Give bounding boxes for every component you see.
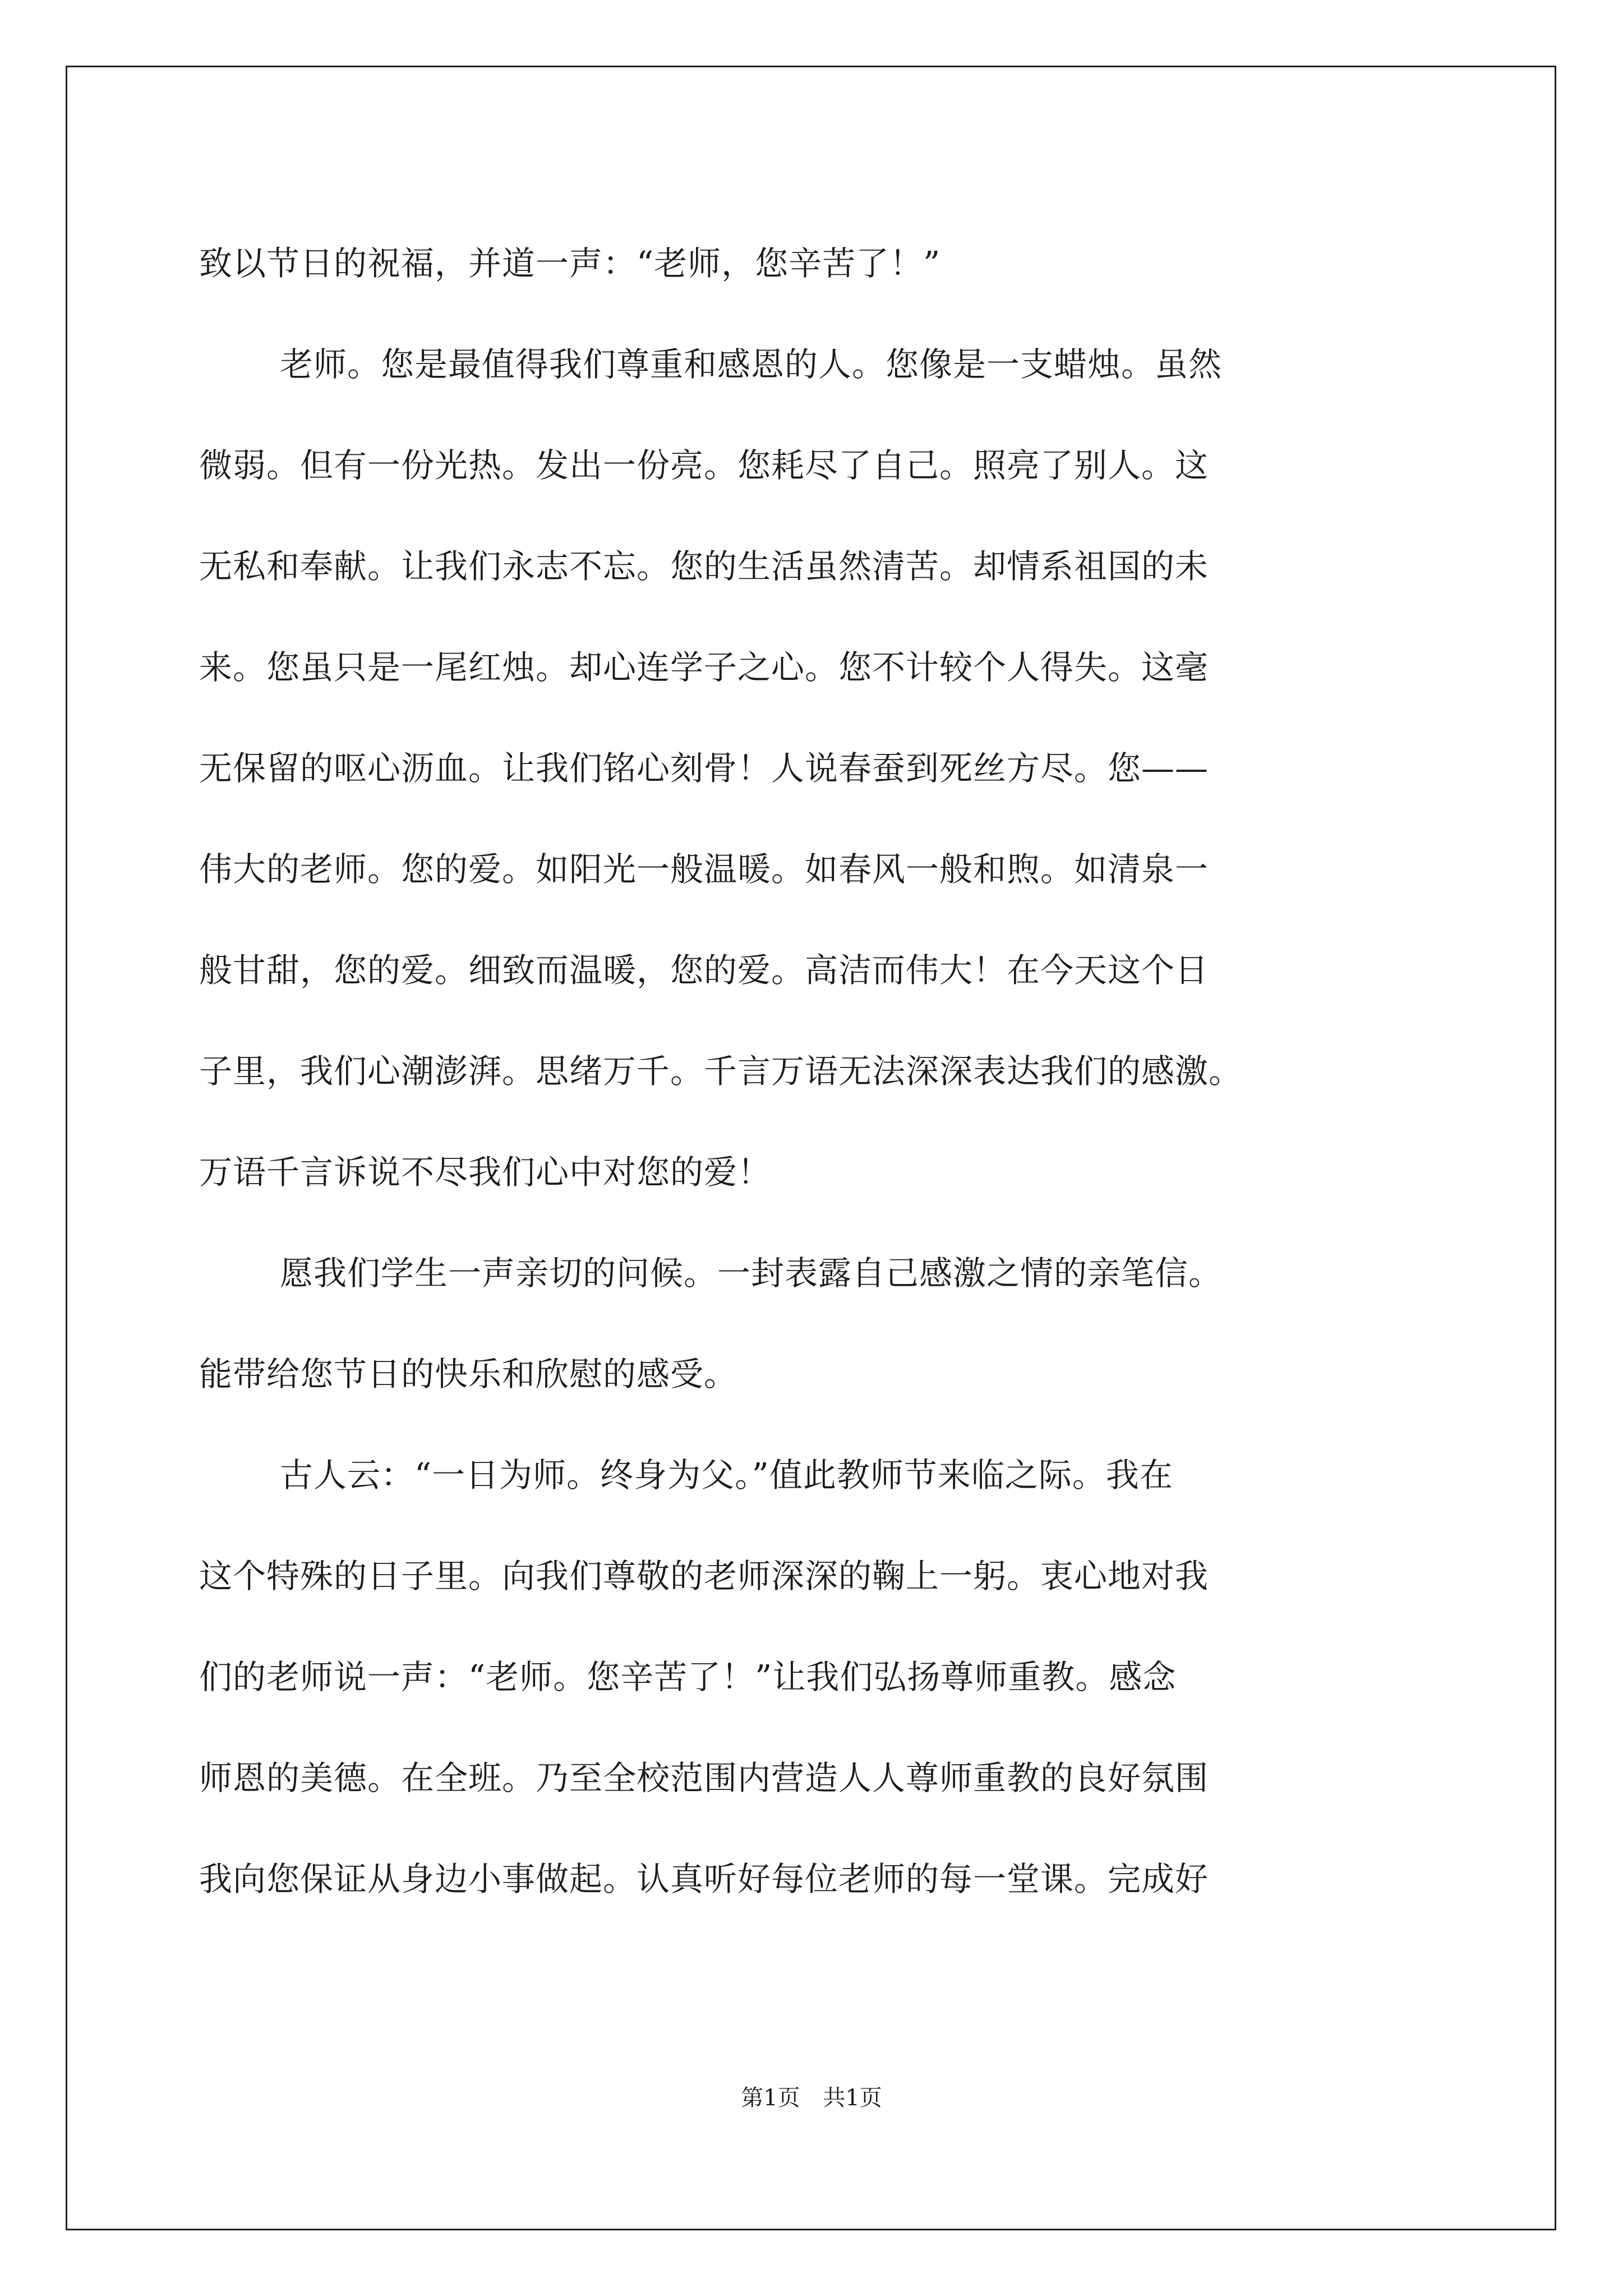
text-line-15: 们的老师说一声：“老师。您辛苦了！”让我们弘扬尊师重教。感念 [199,1658,1177,1696]
text-line-13: 古人云：“一日为师。终身为父。”值此教师节来临之际。我在 [280,1456,1173,1494]
document-body [199,213,1450,1930]
text-line-3: 微弱。但有一份光热。发出一份亮。您耗尽了自己。照亮了别人。这 [199,446,1209,485]
text-line-9: 子里，我们心潮澎湃。思绪万千。千言万语无法深深表达我们的感激。 [199,1052,1243,1091]
text-line-14: 这个特殊的日子里。向我们尊敬的老师深深的鞠上一躬。衷心地对我 [199,1557,1209,1595]
text-line-7: 伟大的老师。您的爱。如阳光一般温暖。如春风一般和煦。如清泉一 [199,850,1209,889]
page-footer [0,2080,1623,2112]
text-line-8: 般甘甜，您的爱。细致而温暖，您的爱。高洁而伟大！在今天这个日 [199,951,1209,990]
text-line-5: 来。您虽只是一尾红烛。却心连学子之心。您不计较个人得失。这毫 [199,648,1209,687]
text-line-11: 愿我们学生一声亲切的问候。一封表露自己感激之情的亲笔信。 [280,1254,1223,1292]
text-line-10: 万语千言诉说不尽我们心中对您的爱！ [199,1153,772,1191]
text-line-6: 无保留的呕心沥血。让我们铭心刻骨！人说春蚕到死丝方尽。您—— [199,749,1209,788]
page-number-current: 第1页 [741,2085,800,2111]
text-line-1: 致以节日的祝福，并道一声：“老师，您辛苦了！” [199,244,941,283]
page-number-total: 共1页 [823,2085,882,2111]
text-line-12: 能带给您节日的快乐和欣慰的感受。 [199,1355,738,1393]
text-line-2: 老师。您是最值得我们尊重和感恩的人。您像是一支蜡烛。虽然 [280,345,1223,384]
text-line-4: 无私和奉献。让我们永志不忘。您的生活虽然清苦。却情系祖国的未 [199,547,1209,586]
text-line-17: 我向您保证从身边小事做起。认真听好每位老师的每一堂课。完成好 [199,1860,1209,1898]
text-line-16: 师恩的美德。在全班。乃至全校范围内营造人人尊师重教的良好氛围 [199,1759,1209,1797]
